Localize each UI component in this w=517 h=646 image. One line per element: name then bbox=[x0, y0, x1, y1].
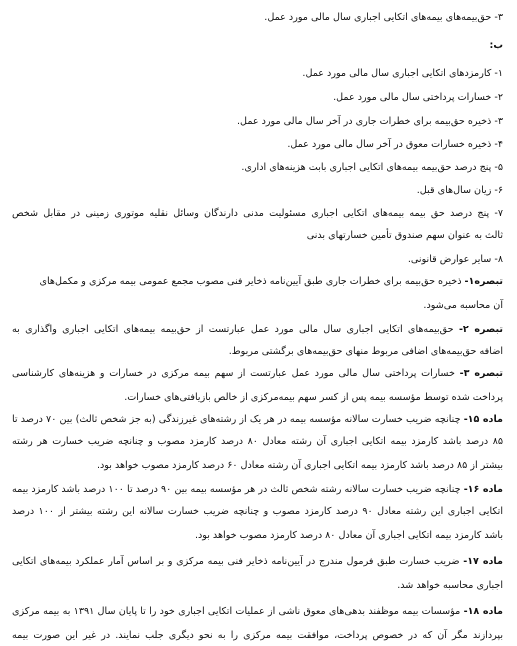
text-line bbox=[0, 64, 517, 84]
text-line bbox=[0, 388, 517, 408]
line-text: آن محاسبه می‌شود. bbox=[423, 300, 503, 311]
text-line bbox=[0, 250, 517, 270]
line-text: ذخیره حق‌بیمه برای خطرات جاری طبق آیین‌نامه ذخایر فنی مصوب مجمع عمومی بیمه مرکزی و مکمل‌های bbox=[39, 276, 462, 287]
clause-label: ب: bbox=[489, 40, 503, 51]
clause-label: ماده ۱۷- bbox=[463, 556, 503, 567]
text-line bbox=[0, 158, 517, 178]
line-text: چنانچه ضریب خسارت سالانه رشته شخص ثالث در هر مؤسسه بیمه بین ۹۰ درصد تا ۱۰۰ درصد باشد کارمزد بیمه bbox=[12, 484, 461, 495]
line-text: چنانچه ضریب خسارت سالانه مؤسسه بیمه در هر یک از رشته‌های غیرزندگی (به جز شخص ثالث) بین ۷۰ درصد تا bbox=[12, 414, 461, 425]
text-line bbox=[0, 502, 517, 522]
line-text: ۷- پنج درصد حق بیمه بیمه‌های اتکایی اجباری مسئولیت مدنی دارندگان وسائل نقلیه موتوری زمینی در مقابل شخص bbox=[12, 208, 503, 219]
clause-label: ماده ۱۸- bbox=[463, 606, 503, 617]
text-line bbox=[0, 576, 517, 596]
text-line bbox=[0, 526, 517, 546]
line-text: ضریب خسارت طبق فرمول مندرج در آیین‌نامه ذخایر فنی بیمه مرکزی و بر اساس آمار عملکرد بیمه‌های اتکایی bbox=[12, 556, 460, 567]
text-line bbox=[0, 204, 517, 224]
line-text: ۸- سایر عوارض قانونی. bbox=[407, 254, 503, 265]
text-line bbox=[0, 480, 517, 500]
line-text: بپردازند مگر آن که در خصوص پرداخت، موافقت بیمه مرکزی را به نحو دیگری جلب نمایند. در غیر این صورت بیمه bbox=[12, 630, 503, 641]
line-text: حق‌بیمه‌های اتکایی اجباری سال مالی مورد عمل عبارتست از حق‌بیمه بیمه‌های اتکایی اجباری واگذاری به bbox=[12, 324, 454, 335]
text-line bbox=[0, 456, 517, 476]
text-line bbox=[0, 88, 517, 108]
clause-label: تبصره۱- bbox=[464, 276, 503, 287]
line-text: ۸۵ درصد باشد کارمزد بیمه اتکایی اجباری آن رشته معادل ۸۰ درصد کارمزد مصوب و چنانچه ضریب خسارت هر رشته bbox=[12, 436, 503, 447]
text-line bbox=[0, 602, 517, 622]
text-line bbox=[0, 181, 517, 201]
line-text: اتکایی اجباری این رشته معادل ۹۰ درصد کارمزد مصوب و چنانچه ضریب خسارت سالانه این رشته بیشتر از ۱۰۰ درصد bbox=[12, 506, 503, 517]
line-text: اجباری محاسبه خواهد شد. bbox=[397, 580, 503, 591]
text-line bbox=[0, 8, 517, 28]
line-text: بیشتر از ۸۵ درصد باشد کارمزد بیمه اتکایی اجباری آن رشته معادل ۶۰ درصد کارمزد مصوب خواهد بود. bbox=[96, 460, 503, 471]
clause-label: ماده ۱۵- bbox=[463, 414, 503, 425]
line-text: ثالث به عنوان سهم صندوق تأمین خسارتهای بدنی bbox=[306, 230, 503, 241]
text-line bbox=[0, 552, 517, 572]
text-line bbox=[0, 432, 517, 452]
line-text: ۵- پنج درصد حق‌بیمه بیمه‌های اتکایی اجباری بابت هزینه‌های اداری. bbox=[241, 162, 503, 173]
text-line bbox=[0, 226, 517, 246]
line-text: ۶- زیان سال‌های قبل. bbox=[416, 185, 503, 196]
text-line bbox=[0, 320, 517, 340]
text-line bbox=[0, 36, 517, 56]
clause-label: تبصره ۲- bbox=[458, 324, 503, 335]
line-text: ۳- حق‌بیمه‌های بیمه‌های اتکایی اجباری سال مالی مورد عمل. bbox=[264, 12, 503, 23]
text-line bbox=[0, 626, 517, 646]
line-text: ۱- کارمزدهای اتکایی اجباری سال مالی مورد عمل. bbox=[302, 68, 503, 79]
clause-label: ماده ۱۶- bbox=[463, 484, 503, 495]
text-line bbox=[0, 135, 517, 155]
line-text: باشد کارمزد بیمه اتکایی اجباری آن معادل ۸۰ درصد کارمزد مصوب خواهد بود. bbox=[194, 530, 503, 541]
line-text: پرداخت شده توسط مؤسسه بیمه پس از کسر سهم بیمه‌مرکزی از خالص بازیافتی‌های خسارات. bbox=[124, 392, 503, 403]
text-line bbox=[0, 364, 517, 384]
line-text: ۴- ذخیره خسارات معوق در آخر سال مالی مورد عمل. bbox=[287, 139, 503, 150]
line-text: اضافه حق‌بیمه‌های اضافی مربوط منهای حق‌بیمه‌های برگشتی مربوط. bbox=[228, 346, 503, 357]
text-line bbox=[0, 410, 517, 430]
line-text: ۳- ذخیره حق‌بیمه برای خطرات جاری در آخر سال مالی مورد عمل. bbox=[237, 116, 503, 127]
line-text: مؤسسات بیمه موظفند بدهی‌های معوق ناشی از عملیات اتکایی اجباری خود را تا پایان سال ۱۳۹۱ به بیمه مرکزی bbox=[12, 606, 461, 617]
clause-label: تبصره ۳- bbox=[459, 368, 503, 379]
text-line bbox=[0, 296, 517, 316]
line-text: ۲- خسارات پرداختی سال مالی مورد عمل. bbox=[333, 92, 503, 103]
text-line bbox=[0, 112, 517, 132]
text-line bbox=[0, 342, 517, 362]
text-line bbox=[0, 272, 517, 292]
line-text: خسارات پرداختی سال مالی مورد عمل عبارتست از سهم بیمه مرکزی در خسارات و هزینه‌های کارشناسی bbox=[12, 368, 455, 379]
